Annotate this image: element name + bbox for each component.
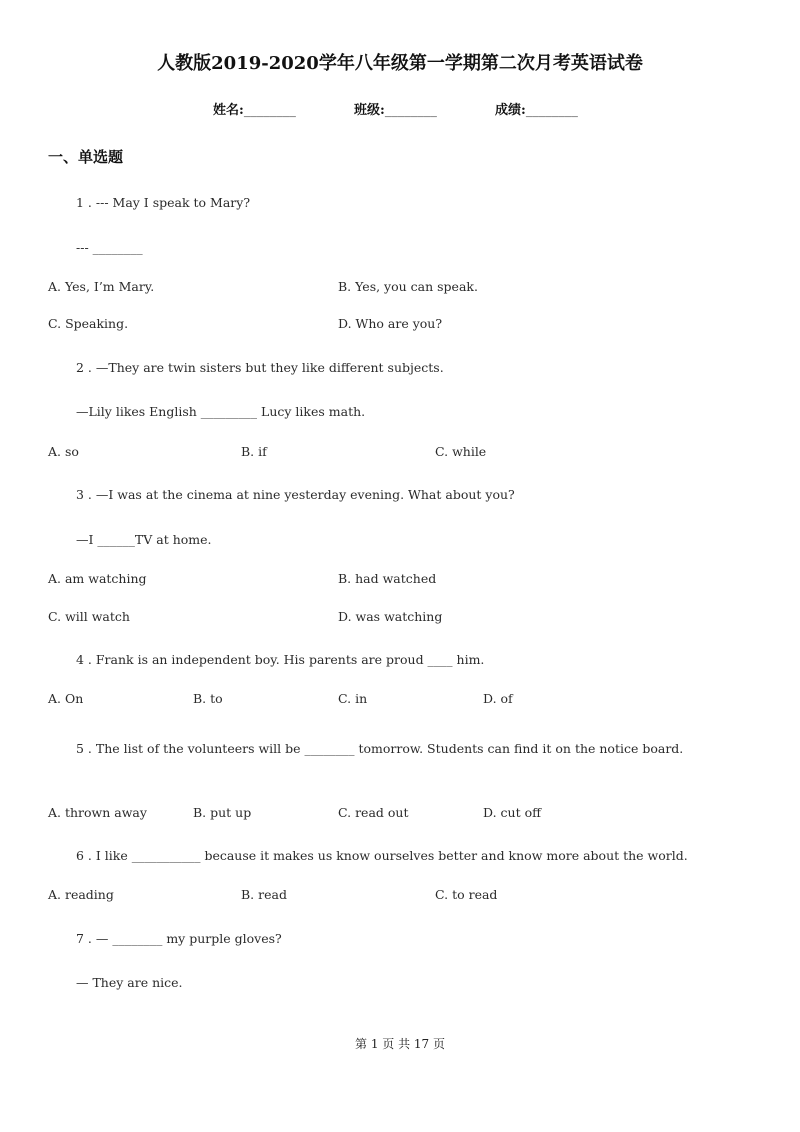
question-5-option-a[interactable]: A. thrown away <box>48 805 147 820</box>
section-title: 一、单选题 <box>48 148 124 166</box>
page-title: 人教版2019-2020学年八年级第一学期第二次月考英语试卷 <box>157 53 643 74</box>
question-1-answer-line: --- ________ <box>76 240 143 255</box>
question-4-option-a[interactable]: A. On <box>48 691 84 706</box>
question-4-option-d[interactable]: D. of <box>483 691 513 706</box>
name-label: 姓名: <box>213 103 244 118</box>
question-3-option-d[interactable]: D. was watching <box>338 609 443 624</box>
question-5-option-b[interactable]: B. put up <box>193 805 252 820</box>
question-1-stem: 1 . --- May I speak to Mary? <box>76 195 251 210</box>
class-blank: ________ <box>384 103 437 118</box>
question-3-stem: 3 . —I was at the cinema at nine yesterday evening. What about you? <box>76 487 515 502</box>
score-field <box>495 99 578 118</box>
question-5-option-c[interactable]: C. read out <box>338 805 409 820</box>
question-7-stem: 7 . — ________ my purple gloves? <box>76 931 282 946</box>
question-3-option-a[interactable]: A. am watching <box>48 571 147 586</box>
question-1-option-b[interactable]: B. Yes, you can speak. <box>338 279 478 294</box>
question-2-option-c[interactable]: C. while <box>435 444 487 459</box>
score-blank: ________ <box>525 103 578 118</box>
question-3-option-b[interactable]: B. had watched <box>338 571 437 586</box>
score-label: 成绩: <box>495 103 526 118</box>
question-2-stem: 2 . —They are twin sisters but they like different subjects. <box>76 360 444 375</box>
question-1-option-d[interactable]: D. Who are you? <box>338 316 443 331</box>
question-1-option-c[interactable]: C. Speaking. <box>48 316 129 331</box>
question-6-option-a[interactable]: A. reading <box>48 887 114 902</box>
page-footer: 第 1 页 共 17 页 <box>355 1037 445 1051</box>
question-6-option-c[interactable]: C. to read <box>435 887 498 902</box>
question-4-option-b[interactable]: B. to <box>193 691 223 706</box>
name-blank: ________ <box>243 103 296 118</box>
question-2-option-b[interactable]: B. if <box>241 444 267 459</box>
name-field <box>213 99 296 118</box>
question-5-option-d[interactable]: D. cut off <box>483 805 541 820</box>
question-6-option-b[interactable]: B. read <box>241 887 287 902</box>
question-4-option-c[interactable]: C. in <box>338 691 368 706</box>
question-4-stem: 4 . Frank is an independent boy. His parents are proud ____ him. <box>76 652 485 667</box>
question-6-stem: 6 . I like ___________ because it makes us know ourselves better and know more about the world. <box>76 848 688 863</box>
question-3-option-c[interactable]: C. will watch <box>48 609 130 624</box>
class-field <box>354 99 437 118</box>
question-2-answer-line: —Lily likes English _________ Lucy likes math. <box>76 404 366 419</box>
class-label: 班级: <box>354 103 385 118</box>
question-7-answer-line: — They are nice. <box>76 975 183 990</box>
question-3-answer-line: —I ______TV at home. <box>76 532 212 547</box>
question-5-stem: 5 . The list of the volunteers will be ________ tomorrow. Students can find it on the notice board. <box>76 741 684 756</box>
question-2-option-a[interactable]: A. so <box>48 444 79 459</box>
question-1-option-a[interactable]: A. Yes, I’m Mary. <box>48 279 155 294</box>
